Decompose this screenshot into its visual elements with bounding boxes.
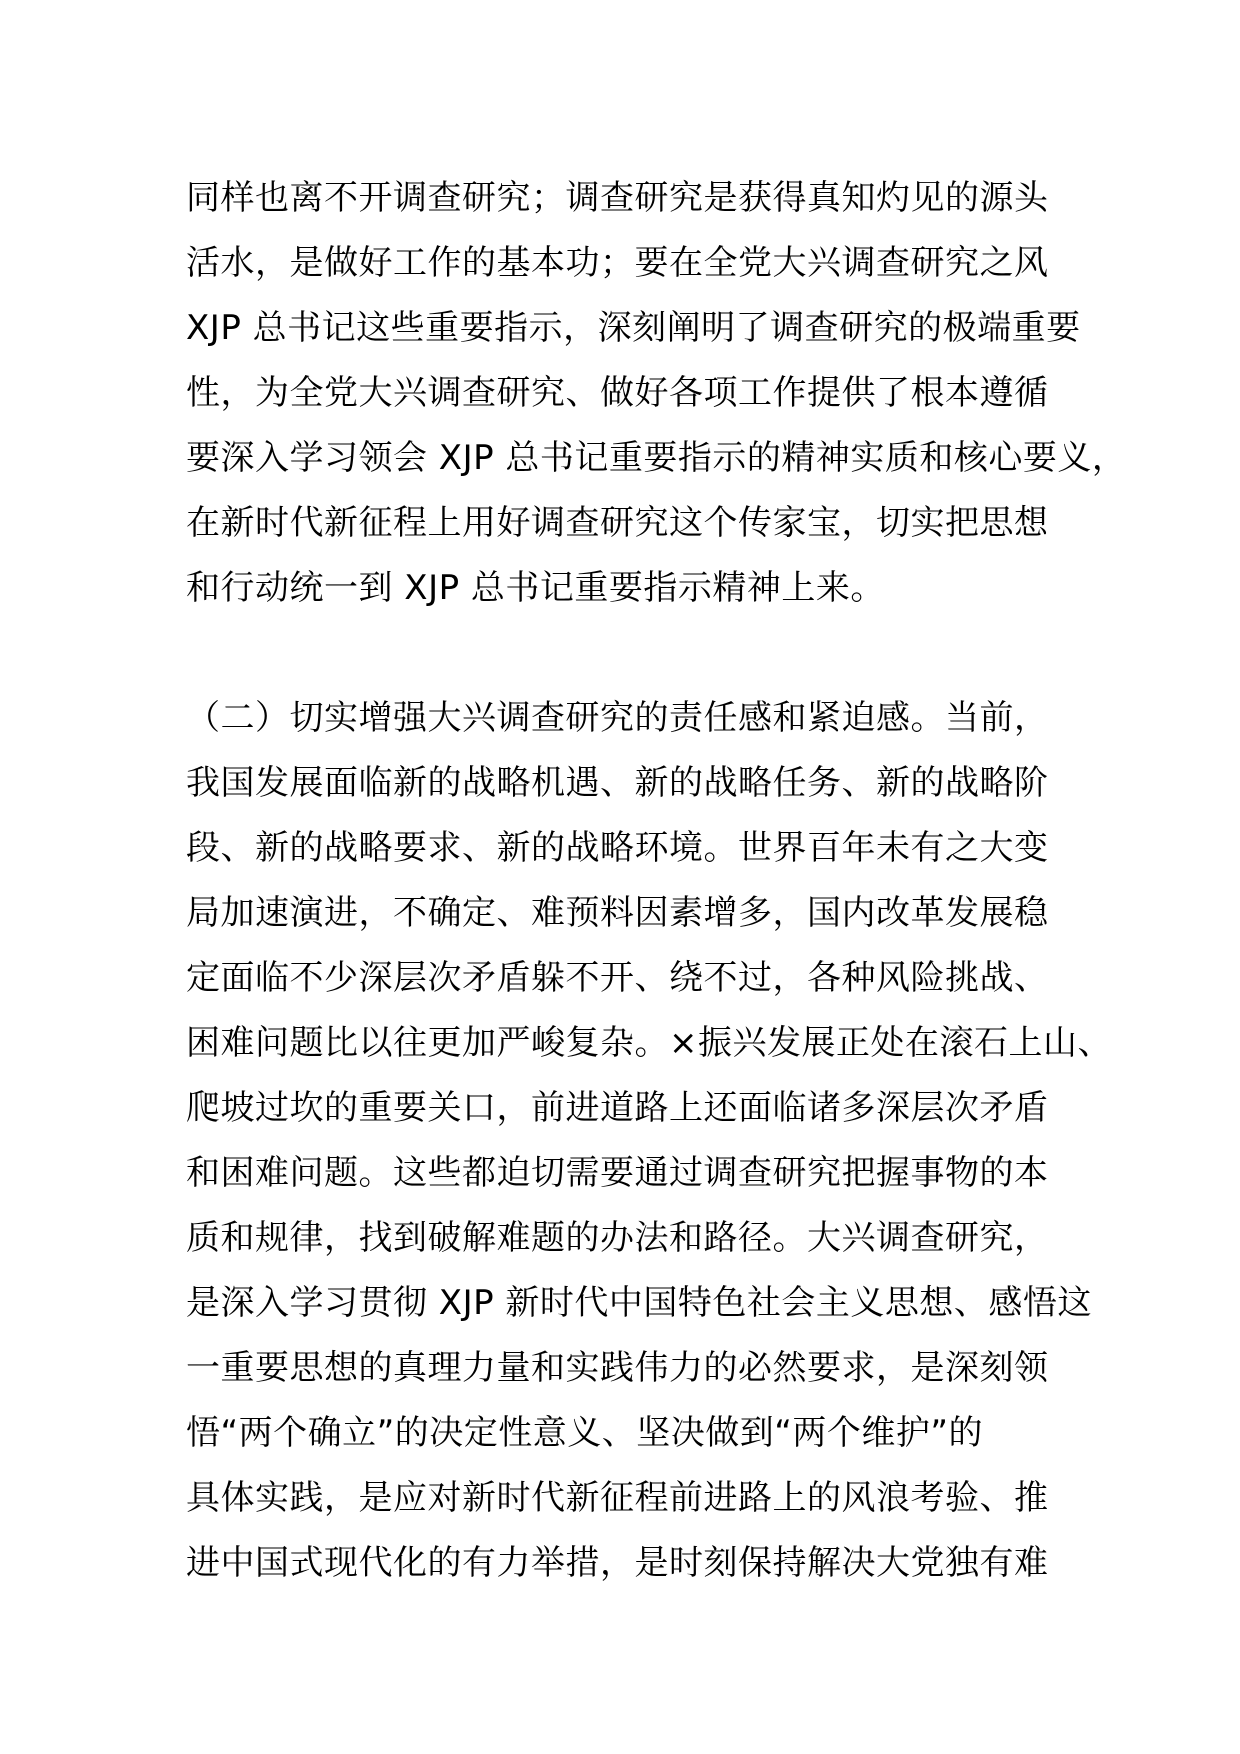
text-line: 定面临不少深层次矛盾躲不开、绕不过，各种风险挑战、 — [186, 958, 1049, 998]
text-line: 性，为全党大兴调查研究、做好各项工作提供了根本遵循 — [186, 373, 1049, 413]
text-line: 活水，是做好工作的基本功；要在全党大兴调查研究之风 — [186, 243, 1049, 283]
text-line: XJP 总书记这些重要指示，深刻阐明了调查研究的极端重要 — [186, 308, 1081, 348]
section-heading-line: （二）切实增强大兴调查研究的责任感和紧迫感。当前， — [186, 698, 1049, 738]
text-line: 要深入学习领会 XJP 总书记重要指示的精神实质和核心要义， — [186, 438, 1127, 478]
text-line: 和困难问题。这些都迫切需要通过调查研究把握事物的本 — [186, 1153, 1049, 1193]
text-line: 困难问题比以往更加严峻复杂。×振兴发展正处在滚石上山、 — [186, 1023, 1112, 1063]
text-line: 爬坡过坎的重要关口，前进道路上还面临诸多深层次矛盾 — [186, 1088, 1049, 1128]
text-line: 质和规律，找到破解难题的办法和路径。大兴调查研究， — [186, 1218, 1049, 1258]
text-line: 段、新的战略要求、新的战略环境。世界百年未有之大变 — [186, 828, 1049, 868]
text-line: 和行动统一到 XJP 总书记重要指示精神上来。 — [186, 568, 885, 608]
paragraph-2 — [186, 686, 1112, 1661]
text-line: 我国发展面临新的战略机遇、新的战略任务、新的战略阶 — [186, 763, 1049, 803]
text-line: 一重要思想的真理力量和实践伟力的必然要求，是深刻领 — [186, 1348, 1049, 1388]
text-line: 在新时代新征程上用好调查研究这个传家宝，切实把思想 — [186, 503, 1049, 543]
paragraph-1 — [186, 166, 1127, 621]
text-line — [186, 1596, 1086, 1661]
text-line: 具体实践，是应对新时代新征程前进路上的风浪考验、推 — [186, 1478, 1049, 1518]
text-line: 同样也离不开调查研究；调查研究是获得真知灼见的源头 — [186, 178, 1049, 218]
text-line: 进中国式现代化的有力举措，是时刻保持解决大党独有难 — [186, 1543, 1049, 1583]
text-line: 悟“两个确立”的决定性意义、坚决做到“两个维护”的 — [186, 1413, 983, 1453]
text-line: 是深入学习贯彻 XJP 新时代中国特色社会主义思想、感悟这 — [186, 1283, 1092, 1323]
text-line: 局加速演进，不确定、难预料因素增多，国内改革发展稳 — [186, 893, 1049, 933]
